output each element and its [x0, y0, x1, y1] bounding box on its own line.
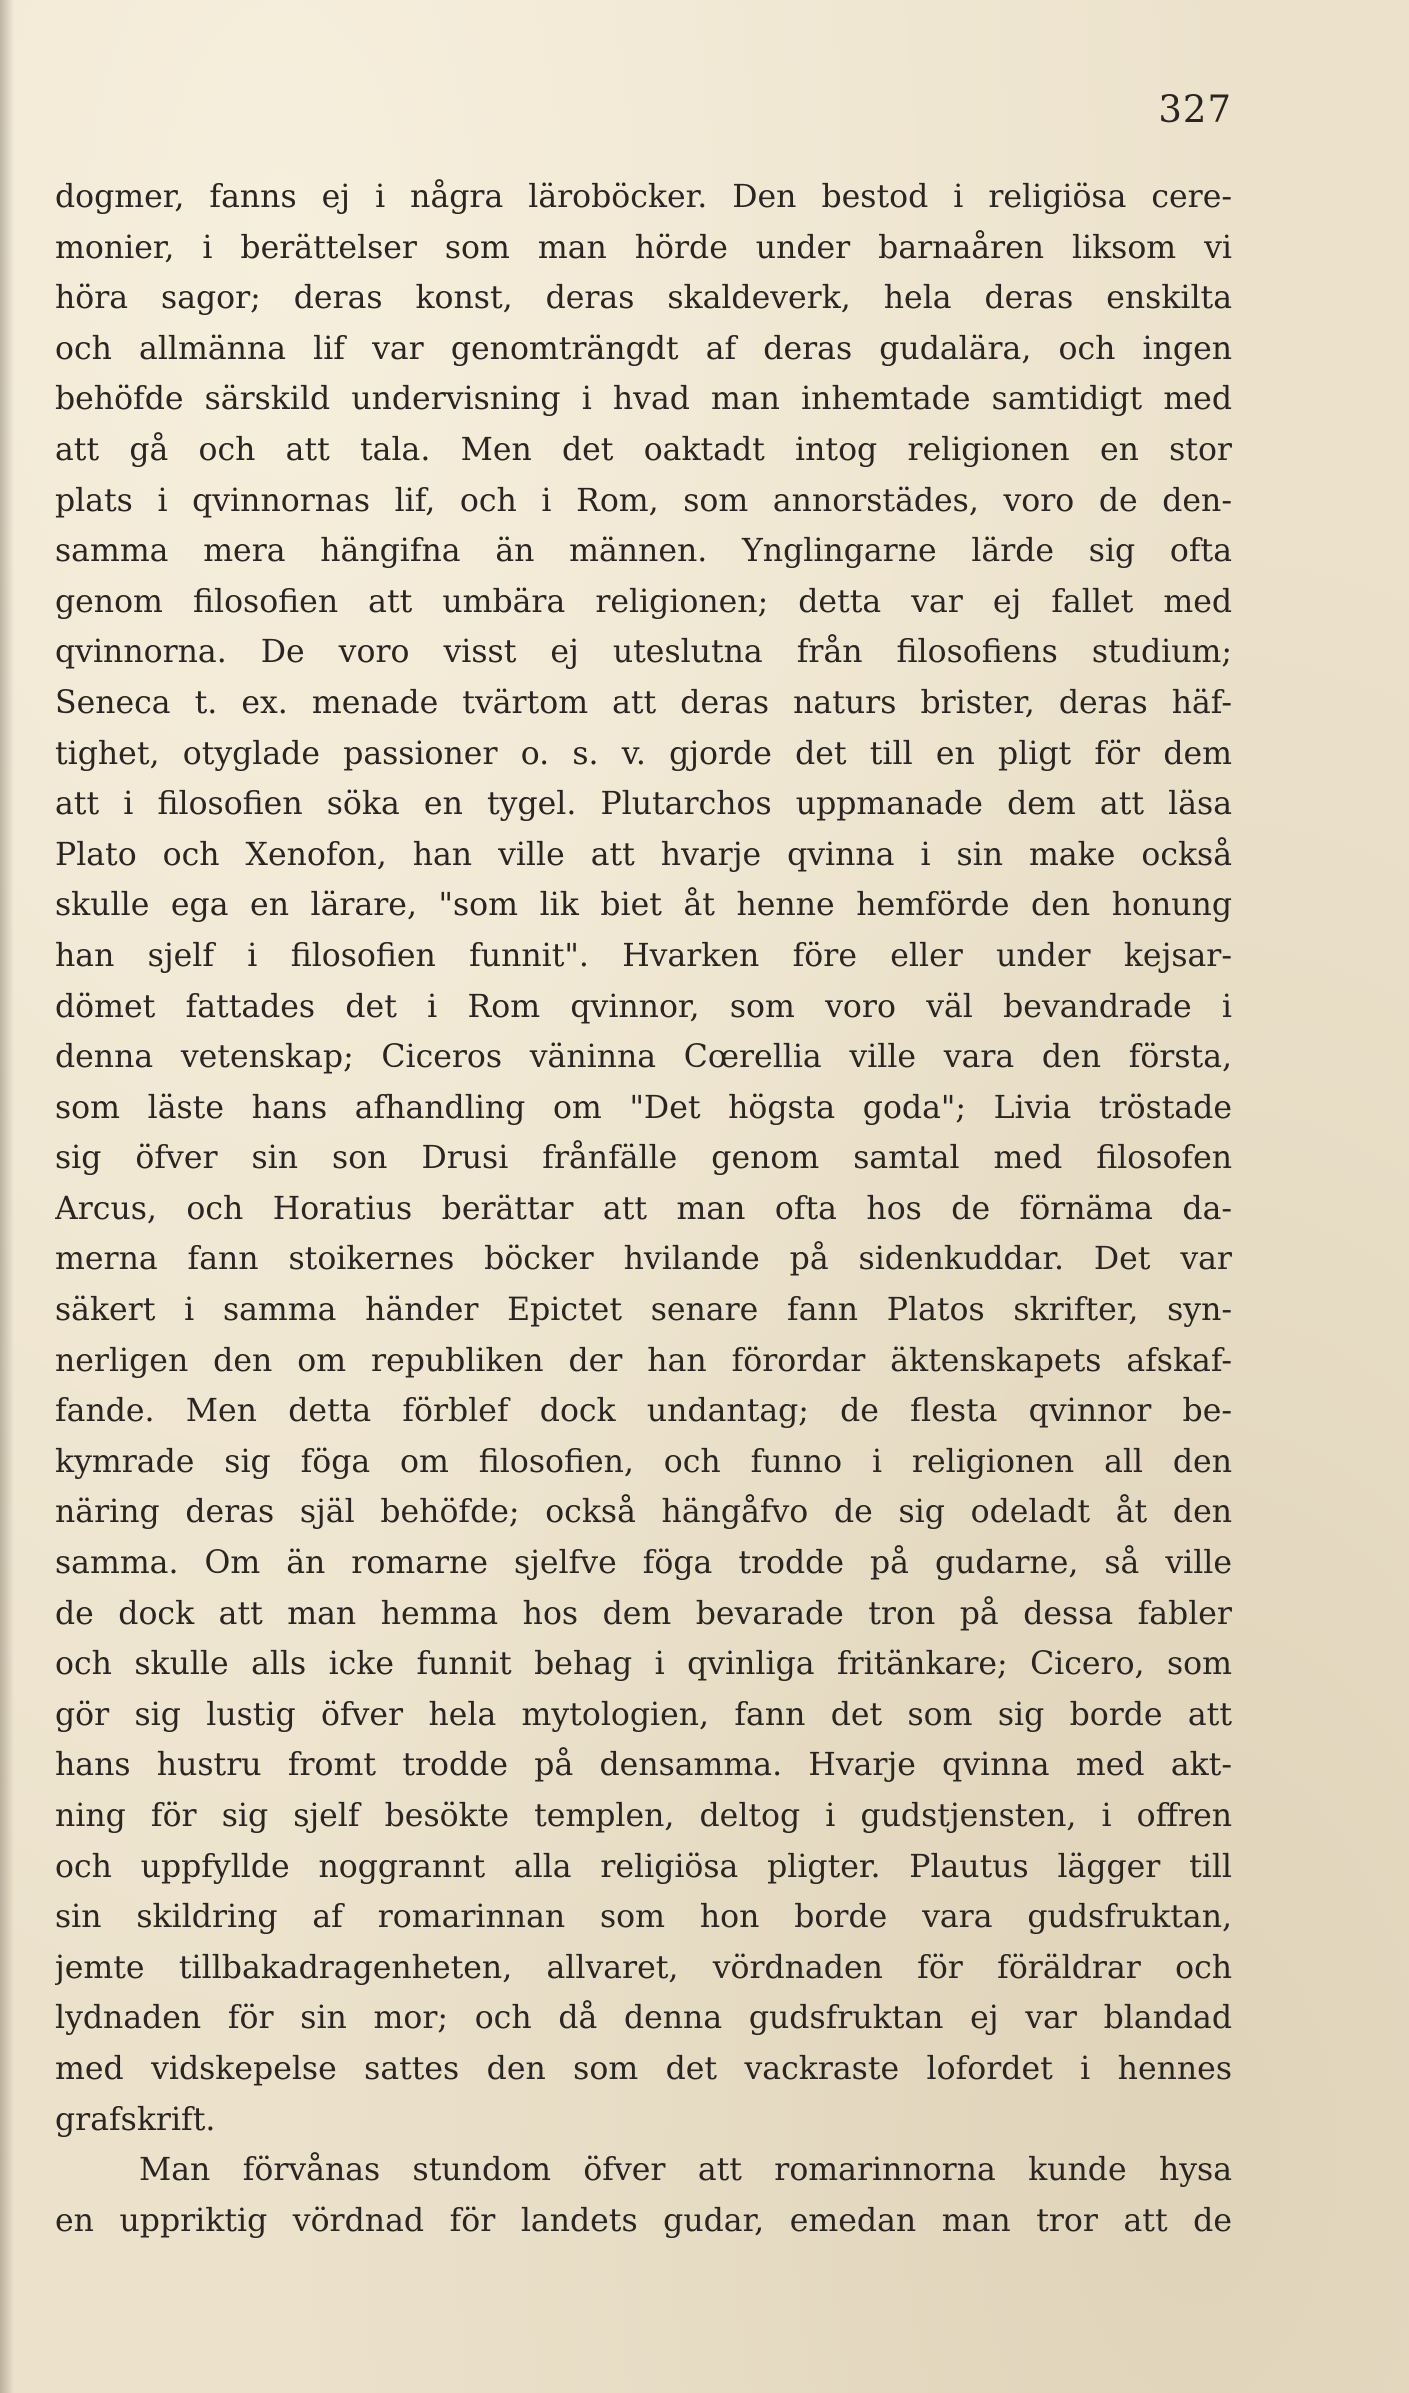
text-line: han sjelf i filosofien funnit". Hvarken före eller under kejsar-: [55, 937, 1232, 974]
text-line: monier, i berättelser som man hörde under barnaåren liksom vi: [55, 229, 1232, 266]
text-line: nerligen den om republiken der han förordar äktenskapets afskaf-: [55, 1342, 1232, 1379]
text-line: och skulle alls icke funnit behag i qvinliga fritänkare; Cicero, som: [55, 1646, 1232, 1683]
text-line: att i filosofien söka en tygel. Plutarchos uppmanade dem att läsa: [55, 786, 1232, 823]
text-line: sig öfver sin son Drusi frånfälle genom samtal med filosofen: [55, 1140, 1232, 1177]
paragraph-end-line: grafskrift.: [55, 2101, 216, 2138]
text-line: merna fann stoikernes böcker hvilande på sidenkuddar. Det var: [55, 1241, 1232, 1278]
text-line: med vidskepelse sattes den som det vackraste lofordet i hennes: [55, 2050, 1232, 2087]
text-line: Seneca t. ex. menade tvärtom att deras naturs brister, deras häf-: [55, 684, 1232, 721]
text-line: Arcus, och Horatius berättar att man ofta hos de förnäma da-: [55, 1190, 1232, 1227]
text-line: genom filosofien att umbära religionen; detta var ej fallet med: [55, 583, 1232, 620]
text-line: höra sagor; deras konst, deras skaldeverk, hela deras enskilta: [55, 280, 1232, 317]
text-line: tighet, otyglade passioner o. s. v. gjorde det till en pligt för dem: [55, 735, 1232, 772]
text-line: fande. Men detta förblef dock undantag; de flesta qvinnor be-: [55, 1393, 1232, 1430]
text-line: och uppfyllde noggrannt alla religiösa pligter. Plautus lägger till: [55, 1848, 1232, 1885]
paragraph-start-line: Man förvånas stundom öfver att romarinnorna kunde hysa: [139, 2152, 1232, 2189]
text-line: behöfde särskild undervisning i hvad man inhemtade samtidigt med: [55, 381, 1232, 418]
text-line: sin skildring af romarinnan som hon borde vara gudsfruktan,: [55, 1899, 1232, 1936]
text-line: säkert i samma händer Epictet senare fann Platos skrifter, syn-: [55, 1292, 1232, 1329]
body-text: [55, 172, 1232, 2246]
text-line: samma. Om än romarne sjelfve föga trodde på gudarne, så ville: [55, 1545, 1232, 1582]
text-line: som läste hans afhandling om "Det högsta goda"; Livia tröstade: [55, 1089, 1232, 1126]
text-line: skulle ega en lärare, "som lik biet åt henne hemförde den honung: [55, 887, 1232, 924]
text-line: jemte tillbakadragenheten, allvaret, vördnaden för föräldrar och: [55, 1949, 1232, 1986]
text-line: denna vetenskap; Ciceros väninna Cœrellia ville vara den första,: [55, 1039, 1232, 1076]
text-line: qvinnorna. De voro visst ej uteslutna från filosofiens studium;: [55, 634, 1232, 671]
text-line: dogmer, fanns ej i några läroböcker. Den bestod i religiösa cere-: [55, 179, 1232, 215]
text-line: att gå och att tala. Men det oaktadt intog religionen en stor: [55, 431, 1232, 468]
page-number: 327: [1158, 88, 1232, 131]
text-line: en uppriktig vördnad för landets gudar, emedan man tror att de: [55, 2202, 1232, 2239]
text-line: plats i qvinnornas lif, och i Rom, som annorstädes, voro de den-: [55, 482, 1232, 519]
text-line: gör sig lustig öfver hela mytologien, fann det som sig borde att: [55, 1696, 1232, 1733]
text-line: kymrade sig föga om filosofien, och funno i religionen all den: [55, 1443, 1232, 1480]
text-line: samma mera hängifna än männen. Ynglingarne lärde sig ofta: [55, 533, 1232, 570]
page-gutter-shadow: [0, 0, 14, 2393]
text-line: hans hustru fromt trodde på densamma. Hvarje qvinna med akt-: [55, 1747, 1232, 1784]
text-line: de dock att man hemma hos dem bevarade tron på dessa fabler: [55, 1595, 1232, 1632]
text-line: Plato och Xenofon, han ville att hvarje qvinna i sin make också: [55, 836, 1232, 873]
text-line: och allmänna lif var genomträngdt af deras gudalära, och ingen: [55, 330, 1232, 367]
text-line: dömet fattades det i Rom qvinnor, som voro väl bevandrade i: [55, 988, 1232, 1025]
text-line: lydnaden för sin mor; och då denna gudsfruktan ej var blandad: [55, 2000, 1232, 2037]
text-line: näring deras själ behöfde; också hängåfvo de sig odeladt åt den: [55, 1494, 1232, 1531]
text-line: ning för sig sjelf besökte templen, deltog i gudstjensten, i offren: [55, 1798, 1232, 1834]
